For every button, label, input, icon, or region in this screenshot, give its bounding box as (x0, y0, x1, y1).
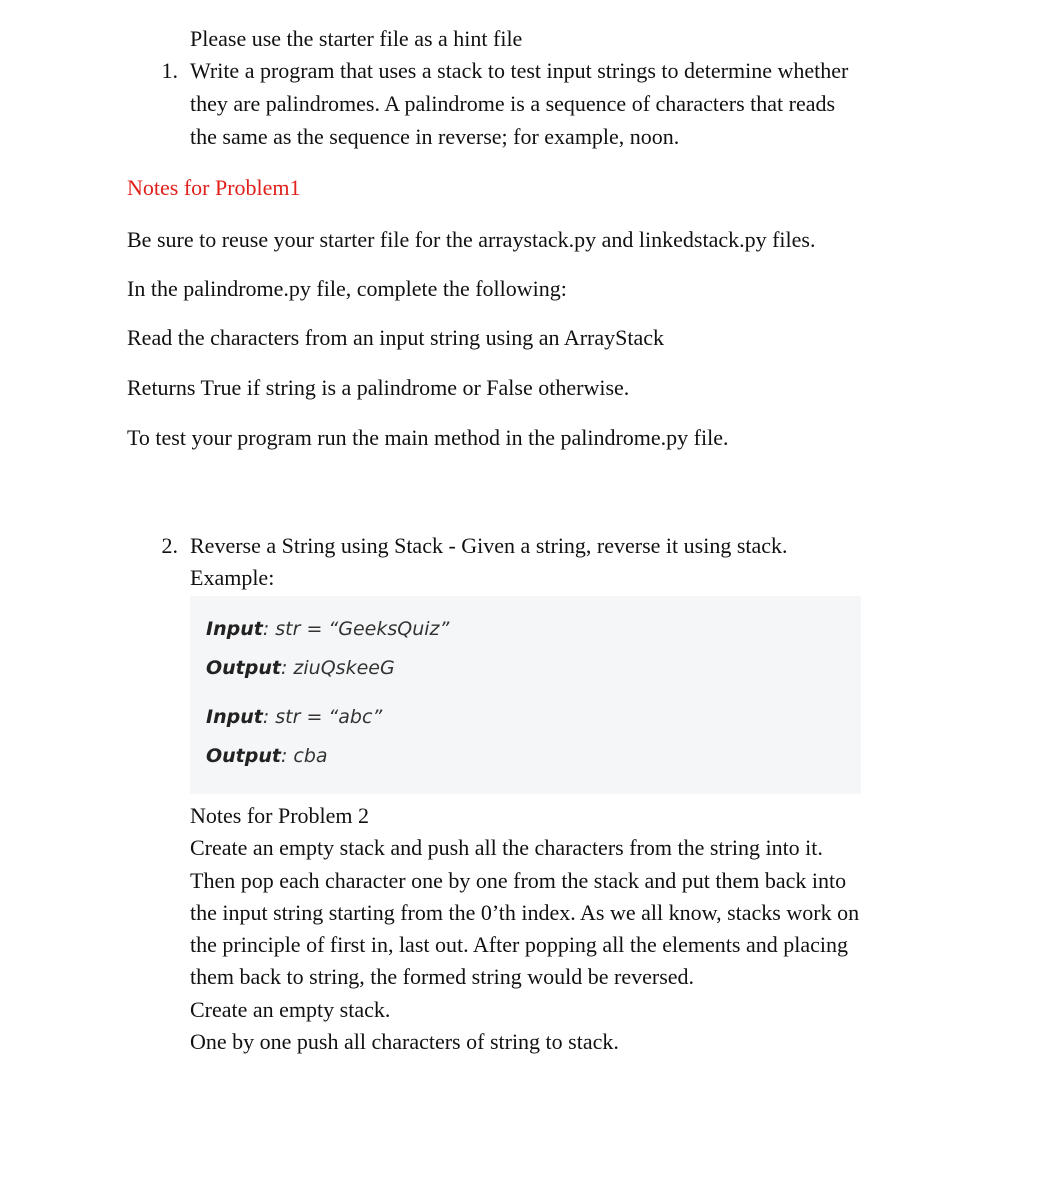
notes2-line: them back to string, the formed string would be reversed. (190, 964, 695, 989)
notes1-paragraph: Be sure to reuse your starter file for the arraystack.py and linkedstack.py files. (127, 227, 816, 252)
example-input-line (206, 615, 449, 643)
notes2-heading: Notes for Problem 2 (190, 803, 370, 828)
notes1-paragraph: To test your program run the main method in the palindrome.py file. (127, 425, 729, 450)
notes2-line: One by one push all characters of string to stack. (190, 1029, 619, 1054)
problem1-line: Write a program that uses a stack to test input strings to determine whether (190, 58, 849, 83)
example-label: Output (206, 745, 281, 767)
notes1-heading: Notes for Problem1 (127, 175, 301, 200)
example-output-line (206, 654, 395, 682)
intro-text: Please use the starter file as a hint file (190, 26, 523, 51)
example-output-line (206, 742, 328, 770)
problem1-line: they are palindromes. A palindrome is a sequence of characters that reads (190, 91, 836, 116)
example-value: : str = “GeeksQuiz” (262, 618, 450, 640)
notes1-paragraph: In the palindrome.py file, complete the following: (127, 276, 567, 301)
notes2-line: the input string starting from the 0’th index. As we all know, stacks work on (190, 900, 860, 925)
notes2-line: Then pop each character one by one from the stack and put them back into (190, 868, 847, 893)
notes2-line: Create an empty stack and push all the characters from the string into it. (190, 835, 823, 860)
problem1-number: 1. (161, 58, 178, 83)
example-label: Output (206, 657, 281, 679)
example-value: : ziuQskeeG (280, 657, 395, 679)
problem1-line: the same as the sequence in reverse; for example, noon. (190, 124, 680, 149)
notes1-paragraph: Read the characters from an input string using an ArrayStack (127, 325, 665, 350)
problem2-line: Example: (190, 565, 275, 590)
problem2-number: 2. (161, 533, 178, 558)
example-label: Input (206, 618, 263, 640)
example-input-line (206, 703, 382, 731)
example-box (190, 596, 861, 794)
problem2-line: Reverse a String using Stack - Given a string, reverse it using stack. (190, 533, 788, 558)
example-label: Input (206, 706, 263, 728)
notes2-line: Create an empty stack. (190, 997, 391, 1022)
example-value: : cba (280, 745, 328, 767)
notes2-line: the principle of first in, last out. After popping all the elements and placing (190, 932, 849, 957)
example-value: : str = “abc” (262, 706, 383, 728)
notes1-paragraph: Returns True if string is a palindrome or False otherwise. (127, 375, 630, 400)
